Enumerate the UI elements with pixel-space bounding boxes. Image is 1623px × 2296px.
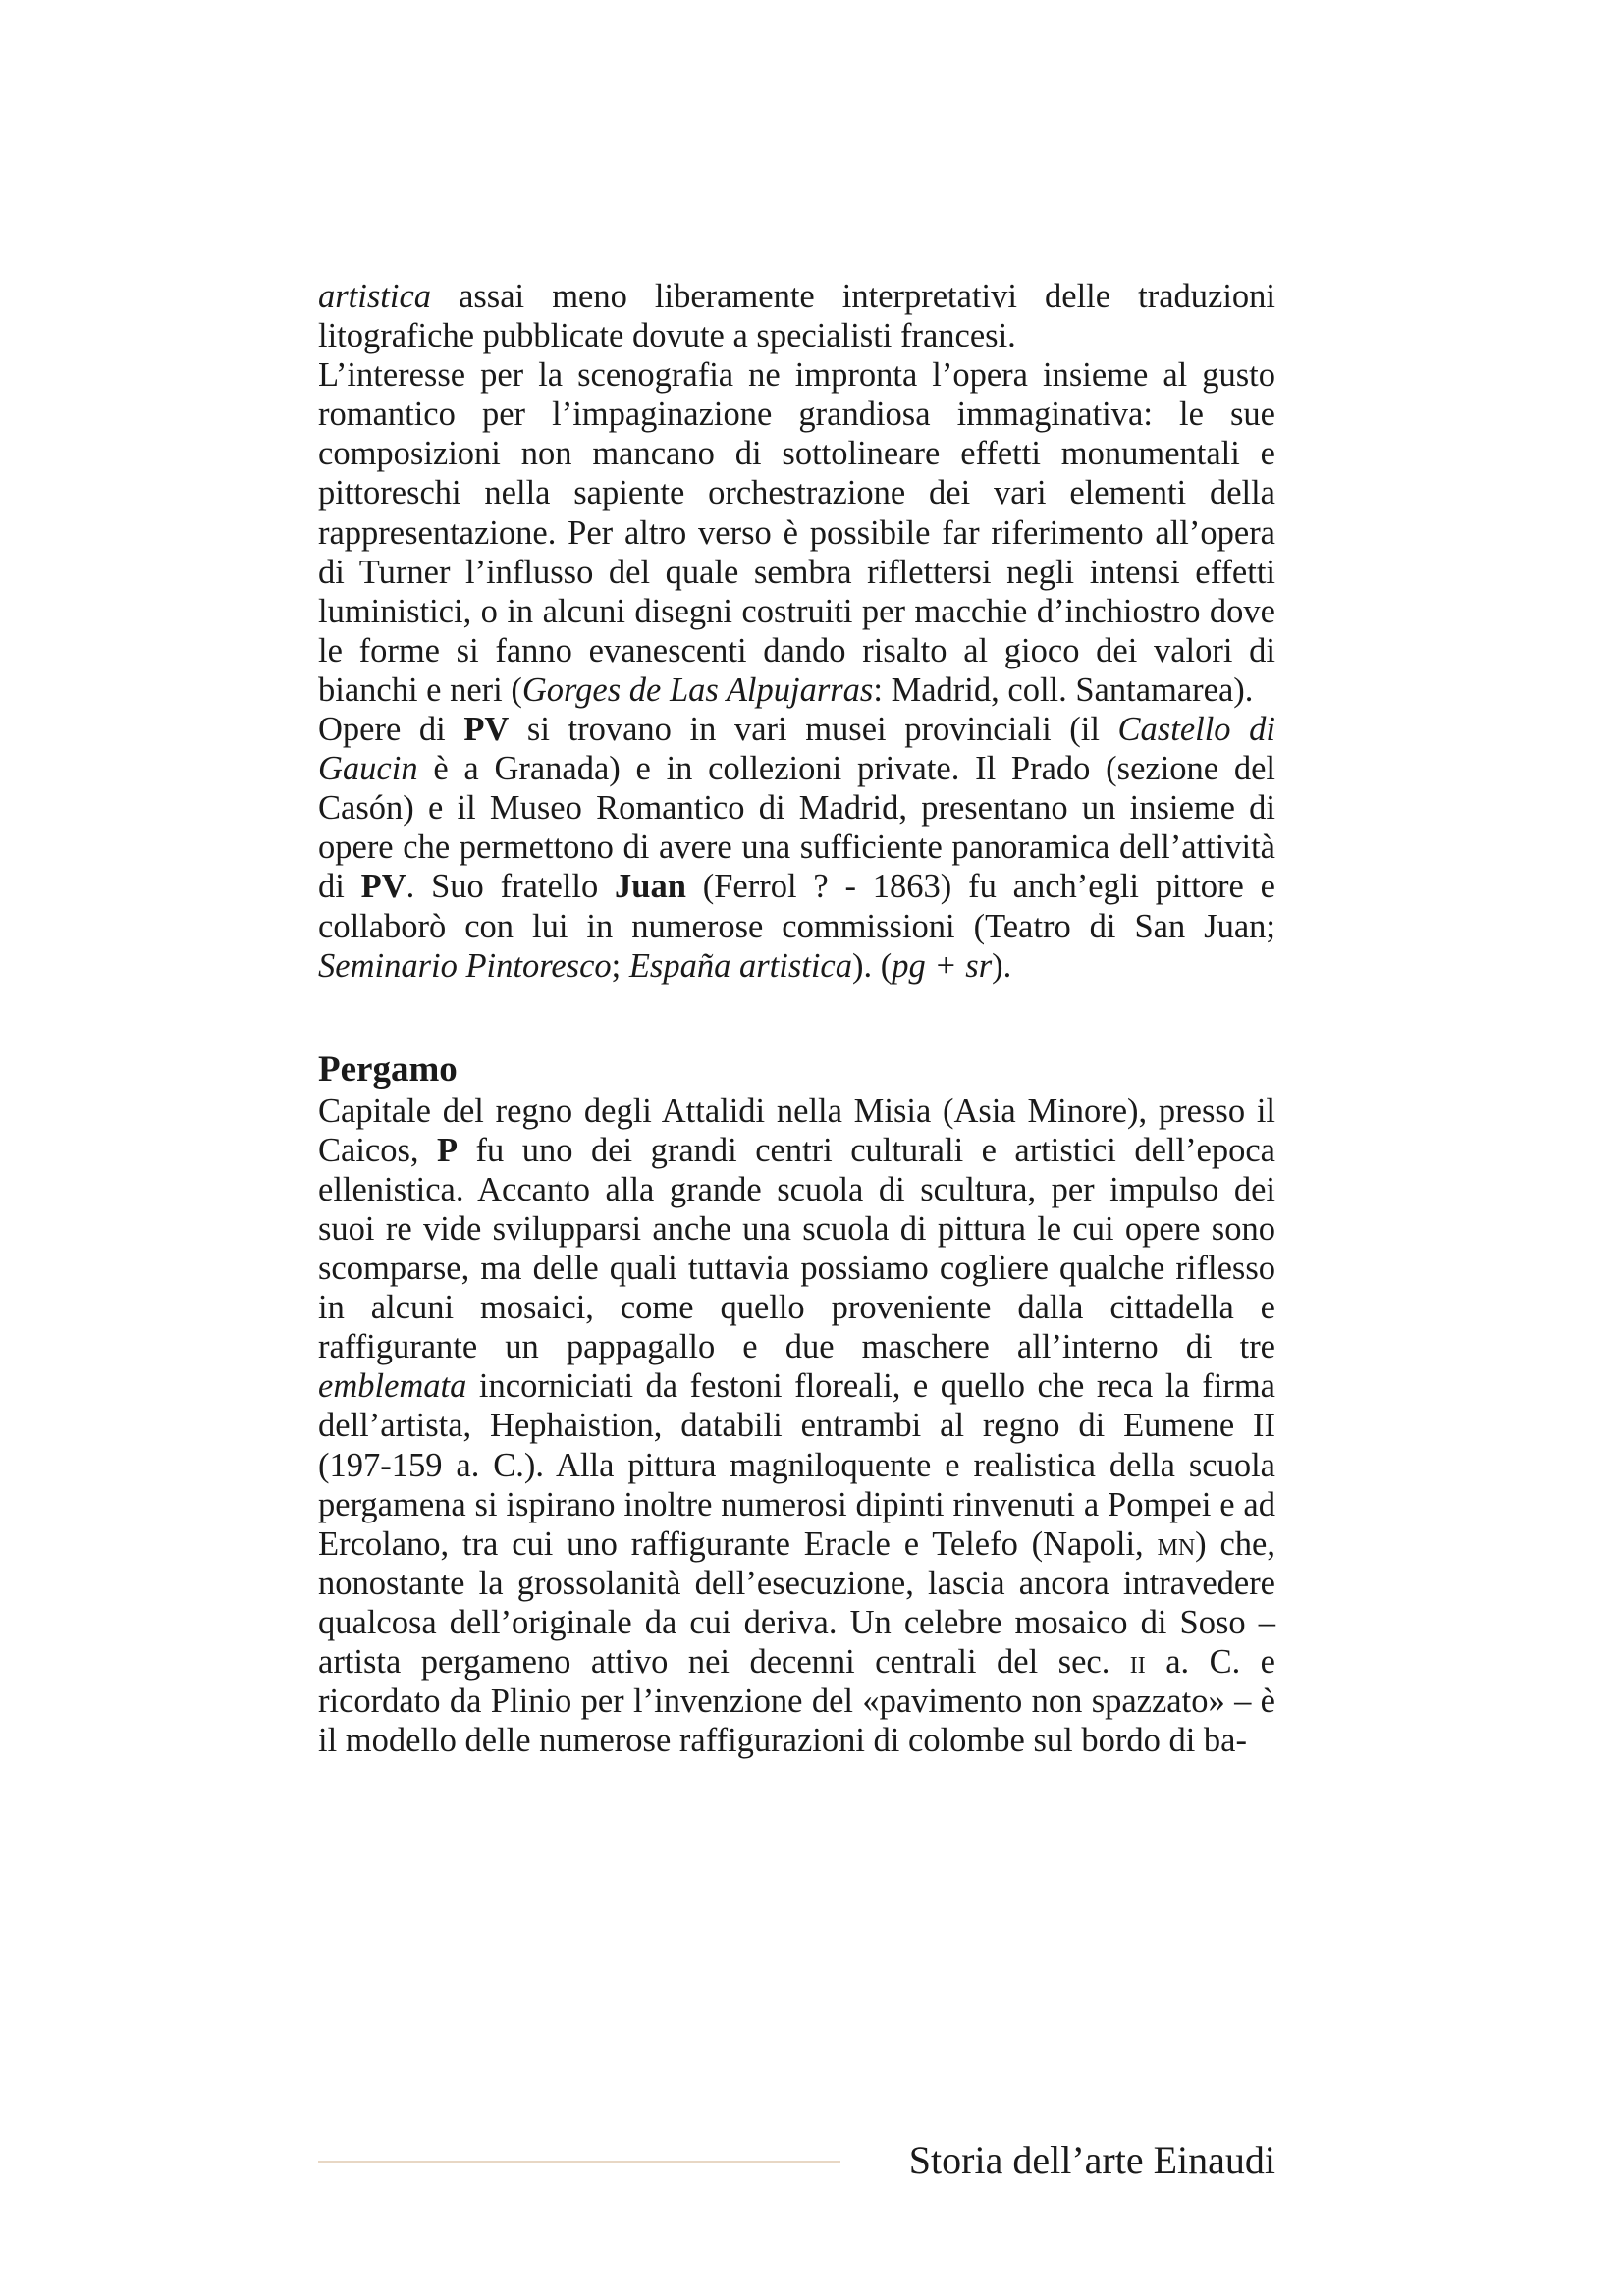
text-run: L’interesse per la scenografia ne impronta l’opera insieme al gusto romantico per l’impaginazione grandiosa immaginativa: le sue composizioni non mancano di sottolineare effetti monumentali e pittoreschi nella sapiente orchestrazione dei vari elementi della rappresentazione. Per altro verso è possibile far riferimento all’opera di Turner l’influsso del quale sembra riflettersi negli intensi effetti luministici, o in alcuni disegni costruiti per macchie d’inchiostro dove le forme si fanno evanescenti dando risalto al gioco dei valori di bianchi e neri ( xyxy=(318,356,1275,709)
footer-title: Storia dell’arte Einaudi xyxy=(908,2138,1275,2182)
bold-text: PV xyxy=(360,868,406,906)
entry-heading xyxy=(318,1048,1275,1092)
text-run: (Ferrol ? - 1863) fu anch’egli pittore e collaborò con lui in numerose commissioni (Teatro di San Juan; xyxy=(318,868,1275,945)
bold-text: PV xyxy=(463,711,510,749)
bold-text: Juan xyxy=(615,868,686,906)
text-run: Opere di xyxy=(318,711,464,749)
text-run: è a Granada) e in collezioni private. Il Prado (sezione del Casón) e il Museo Romantico di Madrid, presentano un insieme di opere che permettono di avere una sufficiente panoramica dell’attività di xyxy=(318,750,1275,906)
italic-text: emblemata xyxy=(318,1367,467,1406)
italic-text: Castello di Gaucin xyxy=(318,711,1275,788)
text-run: ). xyxy=(992,946,1012,985)
text-run: ; xyxy=(611,946,629,985)
text-run: ) che, nonostante la grossolanità dell’esecuzione, lascia ancora intravedere qualcosa dell’originale da cui deriva. Un celebre mosaico di Soso – artista pergameno attivo nei decenni centrali del sec. xyxy=(318,1524,1275,1681)
small-caps-text: mn xyxy=(1157,1524,1196,1563)
text-run: Pergamo xyxy=(318,1048,458,1090)
italic-text: pg + sr xyxy=(892,946,993,985)
text-run: ). ( xyxy=(852,946,893,985)
text-run: assai meno liberamente interpretativi delle traduzioni litografiche pubblicate dovute a specialisti francesi. xyxy=(318,278,1275,355)
text-run: Capitale del regno degli Attalidi nella Misia (Asia Minore), presso il Caicos, xyxy=(318,1092,1275,1169)
article-text xyxy=(318,277,1275,1760)
body-paragraph xyxy=(318,277,1275,355)
italic-text: España artistica xyxy=(628,946,852,985)
body-paragraph xyxy=(318,710,1275,986)
text-run: a. C. e ricordato da Plinio per l’invenzione del «pavimento non spazzato» – è il modello delle numerose raffigurazioni di colombe sul bordo di ba- xyxy=(318,1643,1275,1760)
italic-text: Seminario Pintoresco xyxy=(318,946,612,985)
text-run: si trovano in vari musei provinciali (il xyxy=(509,711,1118,749)
text-run: incorniciati da festoni floreali, e quello che reca la firma dell’artista, Hephaistion, databili entrambi al regno di Eumene II (197-159 a. C.). Alla pittura magniloquente e realistica della scuola pergamena si ispirano inoltre numerosi dipinti rinvenuti a Pompei e ad Ercolano, tra cui uno raffigurante Eracle e Telefo (Napoli, xyxy=(318,1367,1275,1563)
body-paragraph xyxy=(318,1092,1275,1761)
body-paragraph xyxy=(318,355,1275,710)
small-caps-text: ii xyxy=(1129,1643,1146,1681)
bold-text: P xyxy=(437,1131,459,1169)
footer-rule xyxy=(318,2161,840,2163)
text-run: : Madrid, coll. Santamarea). xyxy=(873,670,1254,709)
text-run: fu uno dei grandi centri culturali e artistici dell’epoca ellenistica. Accanto alla grande scuola di scultura, per impulso dei suoi re vide svilupparsi anche una scuola di pittura le cui opere sono scomparse, ma delle quali tuttavia possiamo cogliere qualche riflesso in alcuni mosaici, come quello proveniente dalla cittadella e raffigurante un pappagallo e due maschere all’interno di tre xyxy=(318,1131,1275,1366)
italic-text: Gorges de Las Alpujarras xyxy=(521,670,874,709)
text-run: . Suo fratello xyxy=(406,868,616,906)
italic-text: artistica xyxy=(318,278,432,315)
